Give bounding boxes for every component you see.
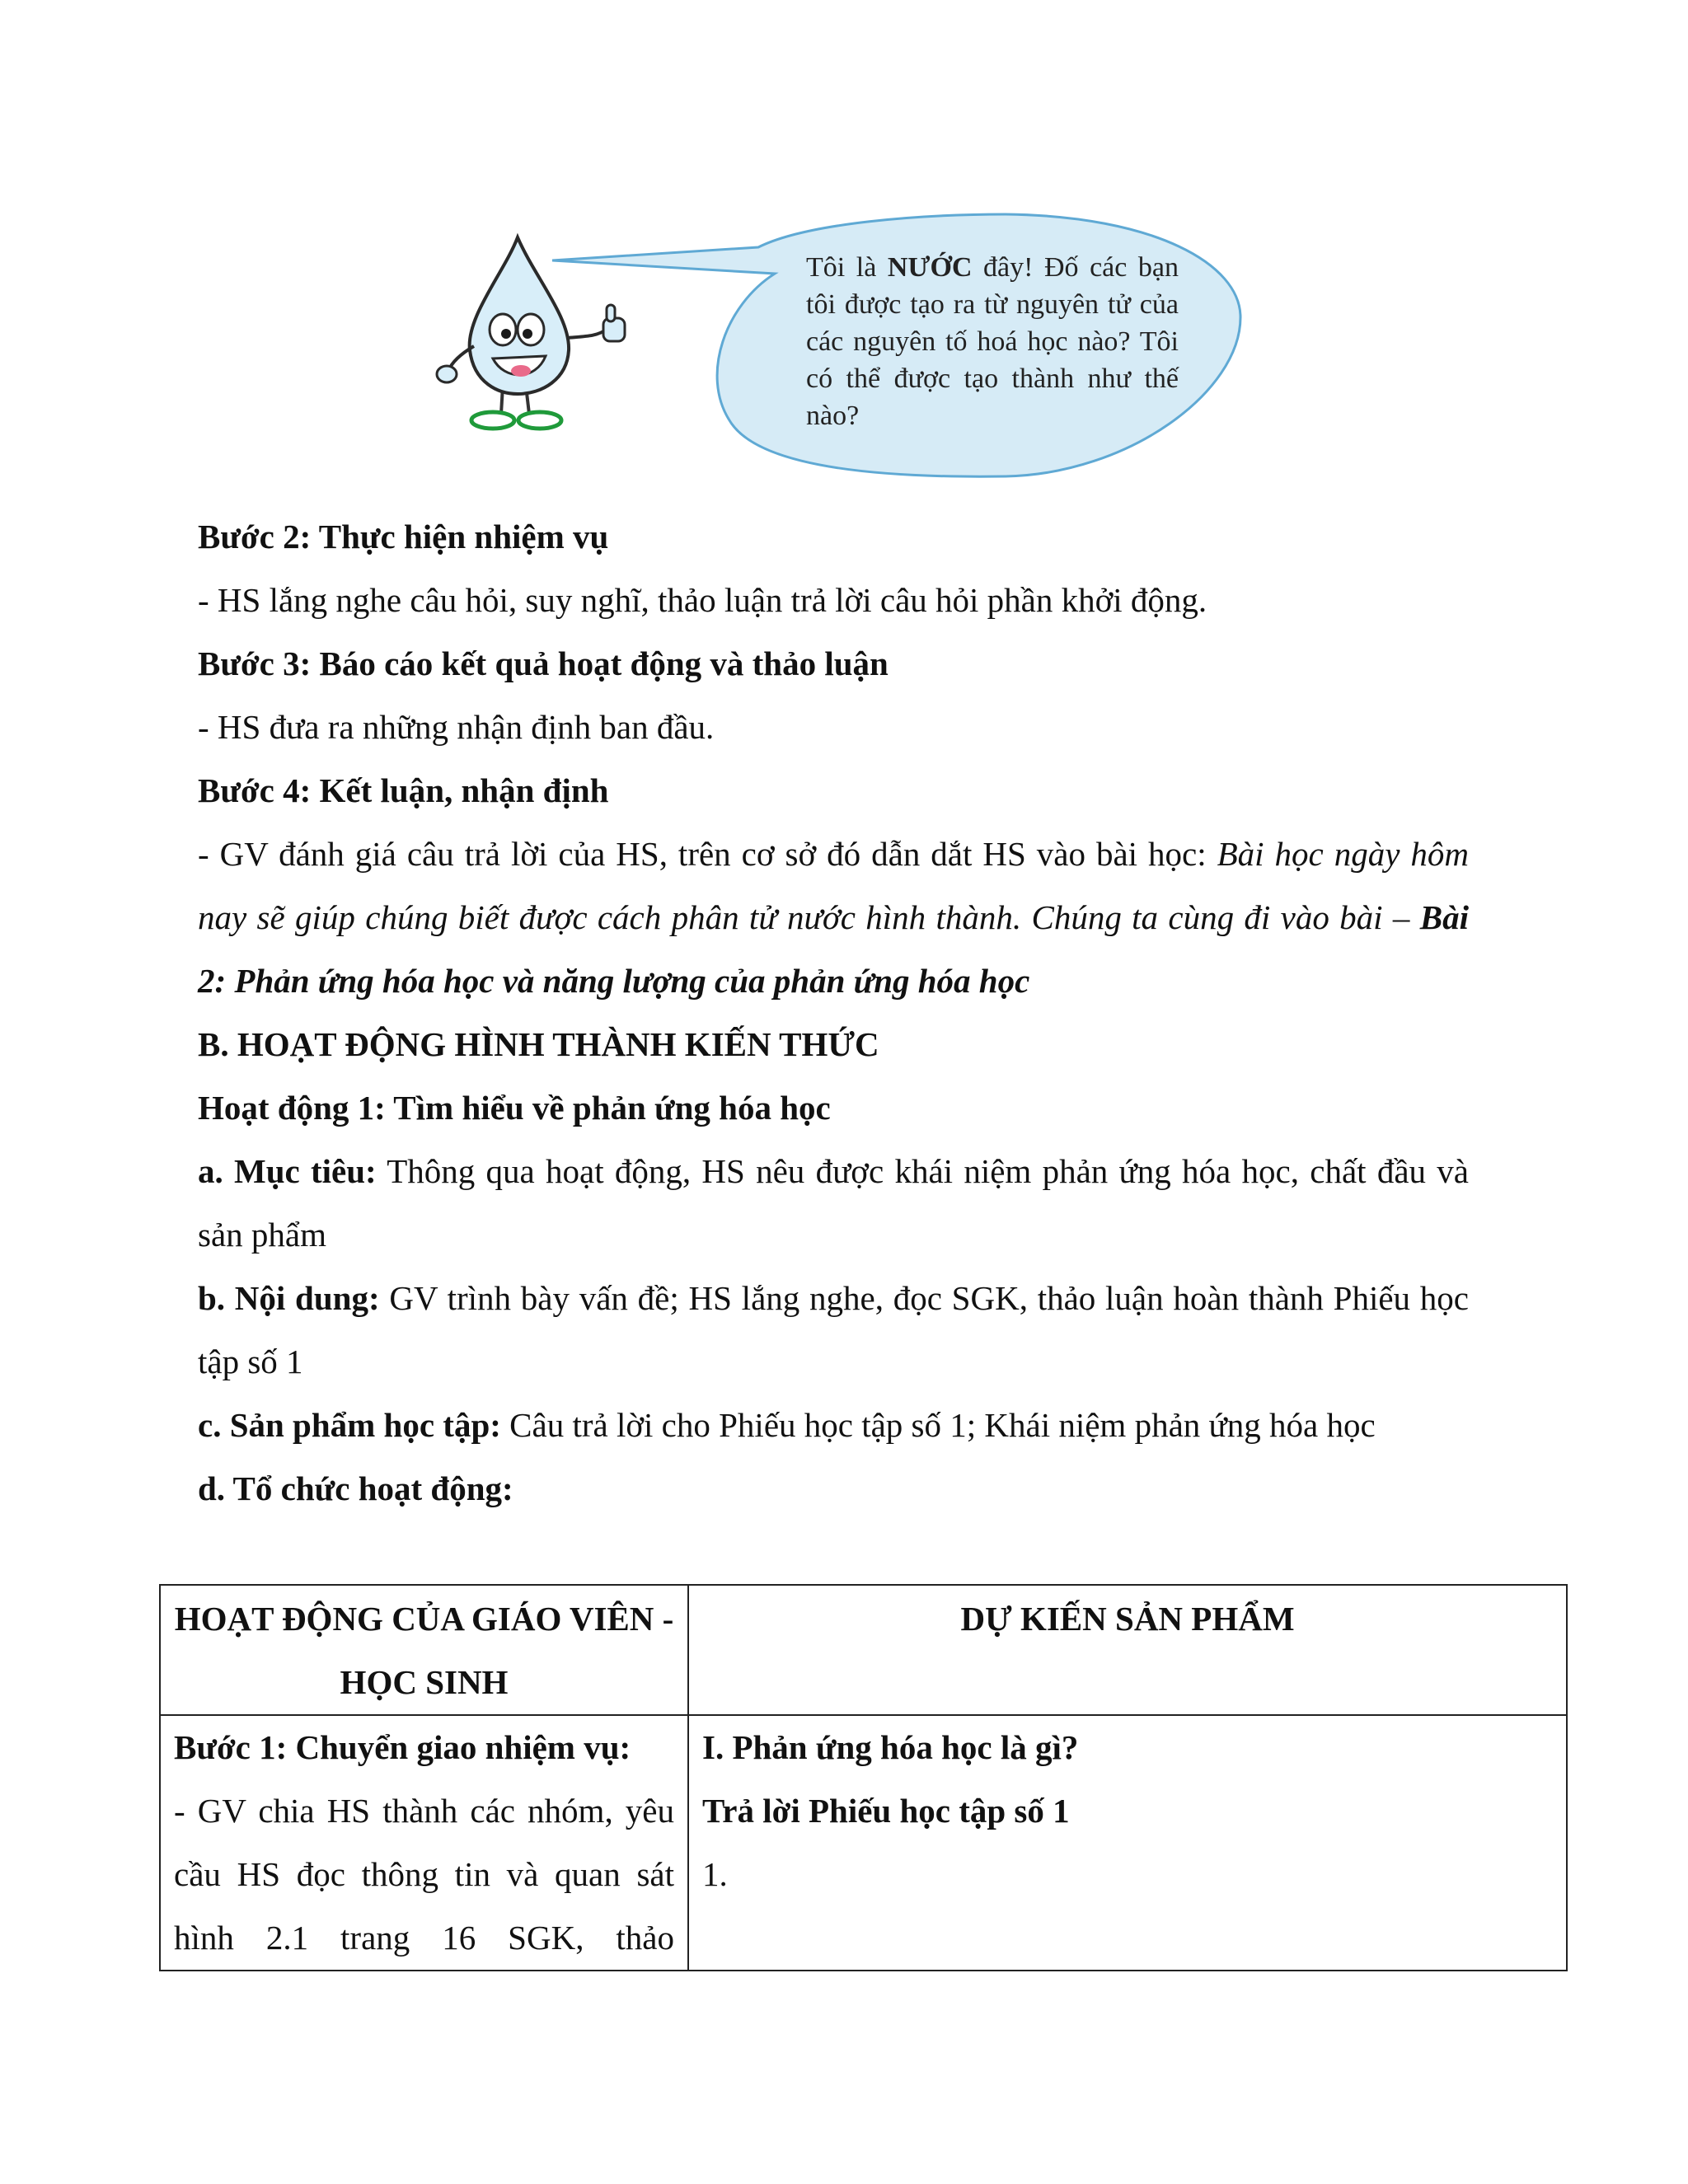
step4-title: Bước 4: Kết luận, nhận định [198, 771, 609, 809]
organization-label: d. Tổ chức hoạt động: [198, 1469, 513, 1507]
bubble-rest: đây! Đố các bạn tôi được tạo ra từ nguyên tử của các nguyên tố hoá học nào? Tôi có thể được tạo thành như thế nào? [806, 252, 1179, 431]
step4-lesson-title: Bài 2: Phản ứng hóa học và năng lượng của phản ứng hóa học [198, 898, 1469, 1000]
activity-table [159, 1584, 1568, 1971]
step1-title: Bước 1: Chuyển giao nhiệm vụ: [174, 1728, 631, 1766]
step3-title: Bước 3: Báo cáo kết quả hoạt động và thảo luận [198, 644, 889, 682]
product-label: c. Sản phẩm học tập: [198, 1406, 501, 1444]
goal-text: Thông qua hoạt động, HS nêu được khái niệm phản ứng hóa học, chất đầu và sản phẩm [198, 1152, 1469, 1254]
product-paragraph [198, 1394, 1469, 1457]
header-teacher-student: HOẠT ĐỘNG CỦA GIÁO VIÊN - HỌC SINH [160, 1585, 688, 1715]
step4-text-italic: Bài học ngày hôm nay sẽ giúp chúng biết được cách phân tử nước hình thành. Chúng ta cùng đi vào bài – [198, 835, 1470, 936]
step4-text [198, 823, 1469, 1013]
table-row [160, 1715, 1567, 1971]
expected-product-cell [688, 1715, 1567, 1971]
bubble-emphasis: NƯỚC [887, 252, 973, 283]
product-item-number: 1. [702, 1855, 728, 1893]
product-section-title: I. Phản ứng hóa học là gì? [702, 1728, 1079, 1766]
table-header-row [160, 1585, 1567, 1715]
step3-text: - HS đưa ra những nhận định ban đầu. [198, 708, 715, 746]
main-content [198, 505, 1469, 1521]
content-label: b. Nội dung: [198, 1279, 380, 1317]
activity-title: Hoạt động 1: Tìm hiểu về phản ứng hóa học [198, 1089, 831, 1127]
goal-label: a. Mục tiêu: [198, 1152, 377, 1190]
product-text: Câu trả lời cho Phiếu học tập số 1; Khái niệm phản ứng hóa học [500, 1406, 1376, 1444]
speech-bubble-text [806, 249, 1179, 434]
goal-paragraph [198, 1140, 1469, 1267]
section-b-heading: B. HOẠT ĐỘNG HÌNH THÀNH KIẾN THỨC [198, 1025, 879, 1063]
water-drop-mascot-icon [437, 237, 625, 429]
step1-text: - GV chia HS thành các nhóm, yêu cầu HS đọc thông tin và quan sát hình 2.1 trang 16 SGK, thảo [174, 1792, 674, 1957]
mascot-illustration [429, 198, 1269, 486]
product-subtitle: Trả lời Phiếu học tập số 1 [702, 1792, 1070, 1830]
content-text: GV trình bày vấn đề; HS lắng nghe, đọc SGK, thảo luận hoàn thành Phiếu học tập số 1 [198, 1279, 1469, 1380]
header-expected-product: DỰ KIẾN SẢN PHẨM [688, 1585, 1567, 1715]
teacher-activity-cell [160, 1715, 688, 1971]
step2-title: Bước 2: Thực hiện nhiệm vụ [198, 518, 609, 555]
bubble-prefix: Tôi là [806, 252, 888, 283]
step2-text: - HS lắng nghe câu hỏi, suy nghĩ, thảo luận trả lời câu hỏi phần khởi động. [198, 581, 1207, 619]
step4-text-plain: - GV đánh giá câu trả lời của HS, trên cơ sở đó dẫn dắt HS vào bài học: [198, 835, 1217, 873]
content-paragraph [198, 1267, 1469, 1394]
